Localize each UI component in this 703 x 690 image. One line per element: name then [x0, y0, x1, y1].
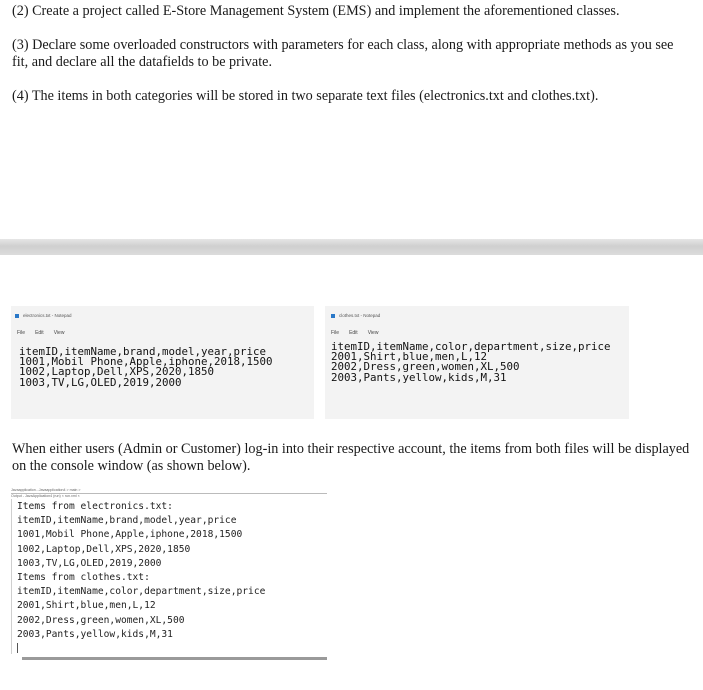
instruction-3: (3) Declare some overloaded constructors with parameters for each class, along with appropriate methods as you see fit, and declare all the datafields to be private.: [12, 37, 674, 70]
console-cursor: [17, 643, 18, 653]
electronics-window-title: electronics.txt - Notepad: [23, 313, 72, 318]
electronics-notepad-titlebar: [15, 313, 72, 318]
menu-view[interactable]: View: [53, 330, 65, 336]
instruction-2: (2) Create a project called E-Store Management System (EMS) and implement the aforementioned classes.: [12, 3, 620, 19]
electronics-notepad-window: [11, 306, 314, 419]
clothes-menu-bar: [331, 330, 388, 336]
console-output-window: [11, 488, 327, 664]
notepad-icon: [331, 314, 335, 318]
clothes-file-content[interactable]: itemID,itemName,color,department,size,price 2001,Shirt,blue,men,L,12 2002,Dress,green,women,XL,500 2003,Pants,yellow,kids,M,31: [331, 340, 611, 384]
clothes-notepad-titlebar: [331, 313, 380, 318]
clothes-notepad-window: [325, 306, 629, 419]
console-header: [11, 488, 327, 498]
menu-view[interactable]: View: [367, 330, 379, 336]
notepad-icon: [15, 314, 19, 318]
electronics-file-content[interactable]: itemID,itemName,brand,model,year,price 1001,Mobil Phone,Apple,iphone,2018,1500 1002,Laptop,Dell,XPS,2020,1850 1003,TV,LG,OLED,2019,2000: [19, 345, 273, 389]
console-breadcrumb: Javaapplication...Javaapplication4 > main >: [11, 488, 327, 494]
login-paragraph: When either users (Admin or Customer) log-in into their respective account, the items from both files will be displayed on the console window (as shown below).: [12, 441, 690, 474]
page-divider: [0, 239, 703, 255]
clothes-window-title: clothes.txt - Notepad: [339, 313, 381, 318]
menu-edit[interactable]: Edit: [349, 330, 358, 336]
electronics-menu-bar: [17, 330, 74, 336]
instruction-4: (4) The items in both categories will be stored in two separate text files (electronics.txt and clothes.txt).: [12, 88, 599, 104]
menu-file[interactable]: File: [17, 330, 26, 336]
menu-edit[interactable]: Edit: [35, 330, 44, 336]
console-output-text[interactable]: Items from electronics.txt: itemID,itemName,brand,model,year,price 1001,Mobil Phone,Apple,iphone,2018,1500 1002,Laptop,Dell,XPS,2020,1850 1003,TV,LG,OLED,2019,2000 Items from clothes.txt: itemID,itemName,color,department,size,price 2001,Shirt,blue,men,L,12 2002,Dress,green,women,XL,500 2003,Pants,yellow,kids,M,31: [17, 501, 266, 640]
console-gutter: [11, 499, 12, 654]
menu-file[interactable]: File: [331, 330, 340, 336]
console-output-tab[interactable]: Output - JavaApplication4 (run) × run.xml ×: [11, 493, 80, 498]
console-horizontal-scrollbar[interactable]: [22, 657, 327, 660]
